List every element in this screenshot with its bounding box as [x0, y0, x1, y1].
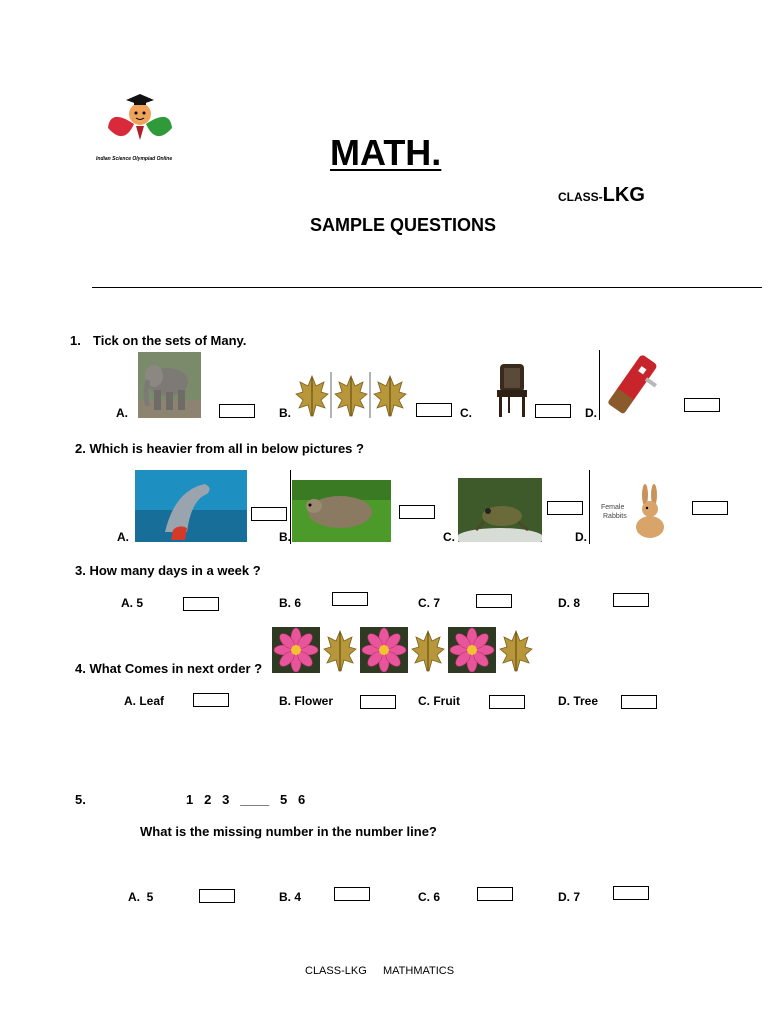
question-2-text: 2. Which is heavier from all in below pictures ?	[75, 441, 364, 456]
pattern-image	[272, 627, 534, 673]
footer-subject: MATHMATICS	[383, 965, 455, 977]
question-5-number: 5.	[75, 792, 86, 807]
q4-option-d-label: D. Tree	[558, 694, 599, 708]
class-label	[558, 184, 645, 207]
q2-option-c-label: C.	[443, 530, 455, 544]
q3-option-c-label: C. 7	[418, 596, 441, 610]
question-5-text: What is the missing number in the number line?	[140, 824, 437, 839]
q5-option-d-checkbox[interactable]	[613, 886, 649, 900]
q2-option-a-checkbox[interactable]	[251, 507, 287, 521]
q3-option-b-label: B. 6	[279, 596, 302, 610]
q3-option-d-checkbox[interactable]	[613, 593, 649, 607]
q5-option-b-label: B. 4	[279, 890, 302, 904]
q4-option-c-checkbox[interactable]	[489, 695, 525, 709]
q3-option-b-checkbox[interactable]	[332, 592, 368, 606]
page-title: MATH.	[330, 132, 442, 173]
q2-option-a-label: A.	[117, 530, 129, 544]
question-1-number: 1.	[70, 333, 81, 348]
q1-option-a-checkbox[interactable]	[219, 404, 255, 418]
q4-option-c-label: C. Fruit	[418, 694, 460, 708]
q4-option-d-checkbox[interactable]	[621, 695, 657, 709]
q2-option-c-checkbox[interactable]	[547, 501, 583, 515]
q3-option-c-checkbox[interactable]	[476, 594, 512, 608]
q1-option-b-label: B.	[279, 406, 291, 420]
q1-option-c-label: C.	[460, 406, 472, 420]
class-prefix: CLASS-	[558, 190, 603, 204]
page-subtitle: SAMPLE QUESTIONS	[310, 215, 497, 235]
q5-option-a-label: A. 5	[128, 890, 154, 904]
q5-option-b-checkbox[interactable]	[334, 887, 370, 901]
rat-image	[292, 480, 391, 542]
q5-option-c-checkbox[interactable]	[477, 887, 513, 901]
q4-option-a-label: A. Leaf	[124, 694, 165, 708]
q1-option-d-checkbox[interactable]	[684, 398, 720, 412]
q3-option-a-label: A. 5	[121, 596, 144, 610]
rabbit-label-1: Female	[601, 504, 625, 511]
q1-option-b-checkbox[interactable]	[416, 403, 452, 417]
q3-option-d-label: D. 8	[558, 596, 581, 610]
chair-image	[494, 362, 530, 418]
number-sequence: 1 2 3 ____ 5 6	[186, 792, 306, 807]
q1-option-a-label: A.	[116, 406, 128, 420]
logo-caption: Indian Science Olympiad Online	[96, 156, 173, 162]
elephant-image	[138, 352, 201, 418]
q2-option-b-checkbox[interactable]	[399, 505, 435, 519]
q1-option-d-label: D.	[585, 406, 597, 420]
question-3-text: 3. How many days in a week ?	[75, 563, 261, 578]
rabbit-label-2: Rabbits	[603, 513, 627, 520]
q1-option-c-checkbox[interactable]	[535, 404, 571, 418]
q2-option-d-label: D.	[575, 530, 587, 544]
question-1-text: Tick on the sets of Many.	[93, 333, 247, 348]
q5-option-a-checkbox[interactable]	[199, 889, 235, 903]
q3-option-a-checkbox[interactable]	[183, 597, 219, 611]
class-value: LKG	[602, 184, 645, 206]
q4-option-a-checkbox[interactable]	[193, 693, 229, 707]
question-4-text: 4. What Comes in next order ?	[75, 661, 263, 676]
knife-image	[604, 352, 660, 418]
dolphin-image	[135, 470, 247, 542]
q2-option-b-label: B.	[279, 530, 291, 544]
q4-option-b-label: B. Flower	[279, 694, 334, 708]
header-divider	[92, 287, 762, 288]
footer-class: CLASS-LKG	[305, 965, 367, 977]
q5-option-c-label: C. 6	[418, 890, 441, 904]
q5-option-d-label: D. 7	[558, 890, 581, 904]
frog-image	[458, 478, 542, 542]
q4-option-b-checkbox[interactable]	[360, 695, 396, 709]
leaf-set-image	[294, 372, 410, 418]
q2-divider-d	[589, 470, 590, 544]
rabbit-image	[630, 483, 670, 539]
logo	[100, 90, 180, 152]
q1-divider	[599, 350, 600, 420]
q2-option-d-checkbox[interactable]	[692, 501, 728, 515]
